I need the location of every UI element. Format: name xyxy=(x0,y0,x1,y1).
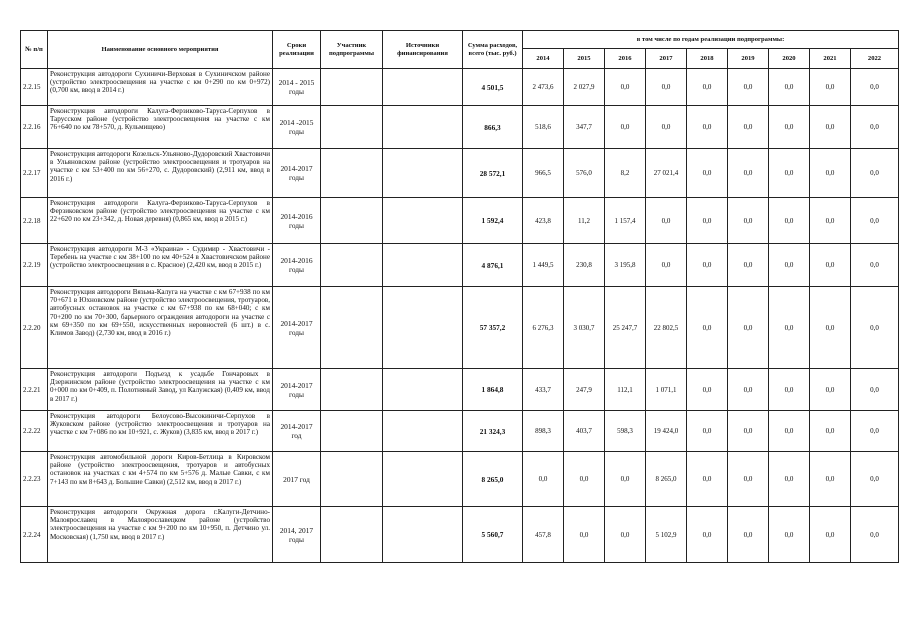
total-amount: 4 501,5 xyxy=(463,69,523,106)
year-amount-2021: 0,0 xyxy=(810,507,851,563)
year-amount-2019: 0,0 xyxy=(728,198,769,244)
year-amount-2021: 0,0 xyxy=(810,69,851,106)
header-year: 2015 xyxy=(564,49,605,69)
implementation-term: 2014-2016 годы xyxy=(273,244,321,287)
year-amount-2017: 27 021,4 xyxy=(646,149,687,198)
year-amount-2015: 247,9 xyxy=(564,369,605,411)
year-amount-2014: 0,0 xyxy=(523,452,564,507)
year-amount-2020: 0,0 xyxy=(769,287,810,369)
year-amount-2018: 0,0 xyxy=(687,198,728,244)
header-year: 2016 xyxy=(605,49,646,69)
funding-source-cell xyxy=(383,369,463,411)
year-amount-2021: 0,0 xyxy=(810,369,851,411)
row-number: 2.2.20 xyxy=(21,287,48,369)
implementation-term: 2017 год xyxy=(273,452,321,507)
year-amount-2017: 0,0 xyxy=(646,106,687,149)
table-row xyxy=(21,244,899,287)
year-amount-2022: 0,0 xyxy=(851,287,899,369)
year-amount-2018: 0,0 xyxy=(687,106,728,149)
table-row xyxy=(21,452,899,507)
table-row xyxy=(21,287,899,369)
participant-cell xyxy=(321,69,383,106)
year-amount-2014: 518,6 xyxy=(523,106,564,149)
year-amount-2017: 0,0 xyxy=(646,198,687,244)
header-row-1 xyxy=(21,31,899,49)
year-amount-2018: 0,0 xyxy=(687,411,728,452)
year-amount-2015: 2 027,9 xyxy=(564,69,605,106)
total-amount: 866,3 xyxy=(463,106,523,149)
implementation-term: 2014, 2017 годы xyxy=(273,507,321,563)
year-amount-2021: 0,0 xyxy=(810,452,851,507)
year-amount-2017: 0,0 xyxy=(646,69,687,106)
total-amount: 1 864,8 xyxy=(463,369,523,411)
row-number: 2.2.18 xyxy=(21,198,48,244)
year-amount-2015: 230,8 xyxy=(564,244,605,287)
header-source: Источники финансирования xyxy=(383,31,463,69)
year-amount-2020: 0,0 xyxy=(769,369,810,411)
table-row xyxy=(21,369,899,411)
header-year: 2021 xyxy=(810,49,851,69)
year-amount-2015: 11,2 xyxy=(564,198,605,244)
year-amount-2019: 0,0 xyxy=(728,452,769,507)
year-amount-2020: 0,0 xyxy=(769,507,810,563)
funding-source-cell xyxy=(383,244,463,287)
year-amount-2015: 0,0 xyxy=(564,507,605,563)
year-amount-2014: 966,5 xyxy=(523,149,564,198)
row-number: 2.2.23 xyxy=(21,452,48,507)
header-year: 2022 xyxy=(851,49,899,69)
year-amount-2016: 0,0 xyxy=(605,452,646,507)
year-amount-2017: 22 802,5 xyxy=(646,287,687,369)
year-amount-2018: 0,0 xyxy=(687,149,728,198)
year-amount-2020: 0,0 xyxy=(769,452,810,507)
year-amount-2021: 0,0 xyxy=(810,149,851,198)
year-amount-2020: 0,0 xyxy=(769,69,810,106)
year-amount-2022: 0,0 xyxy=(851,198,899,244)
participant-cell xyxy=(321,452,383,507)
implementation-term: 2014-2017 год xyxy=(273,411,321,452)
row-number: 2.2.15 xyxy=(21,69,48,106)
year-amount-2014: 898,3 xyxy=(523,411,564,452)
year-amount-2017: 8 265,0 xyxy=(646,452,687,507)
year-amount-2014: 457,8 xyxy=(523,507,564,563)
funding-source-cell xyxy=(383,69,463,106)
year-amount-2020: 0,0 xyxy=(769,149,810,198)
total-amount: 8 265,0 xyxy=(463,452,523,507)
funding-source-cell xyxy=(383,287,463,369)
header-participant: Участник подпрограммы xyxy=(321,31,383,69)
header-years-group: в том числе по годам реализации подпрограммы: xyxy=(523,31,899,49)
year-amount-2016: 0,0 xyxy=(605,69,646,106)
header-year: 2017 xyxy=(646,49,687,69)
measure-name: Реконструкция автодороги М-3 «Украина» - Судимир - Хвастовичи - Теребень на участке с км 38+100 по км 40+524 в Хвастовичском районе (устройство электроосвещения в с. Красное) (2,420 км, ввод в 2015 г.) xyxy=(48,244,273,287)
measure-name: Реконструкция автодороги Окружная дорога г.Калуги-Детчино-Малоярославец в Малоярославецком районе (устройство электроосвещения на участке с км 9+200 по км 10+950, п. Детчино ул. Московская) (1,750 км, ввод в 2017 г.) xyxy=(48,507,273,563)
row-number: 2.2.16 xyxy=(21,106,48,149)
year-amount-2016: 25 247,7 xyxy=(605,287,646,369)
year-amount-2021: 0,0 xyxy=(810,106,851,149)
table-row xyxy=(21,106,899,149)
year-amount-2015: 0,0 xyxy=(564,452,605,507)
table-row xyxy=(21,198,899,244)
participant-cell xyxy=(321,369,383,411)
year-amount-2022: 0,0 xyxy=(851,507,899,563)
year-amount-2022: 0,0 xyxy=(851,452,899,507)
year-amount-2016: 112,1 xyxy=(605,369,646,411)
header-year: 2020 xyxy=(769,49,810,69)
year-amount-2017: 19 424,0 xyxy=(646,411,687,452)
year-amount-2019: 0,0 xyxy=(728,411,769,452)
implementation-term: 2014-2017 годы xyxy=(273,287,321,369)
funding-source-cell xyxy=(383,198,463,244)
year-amount-2015: 347,7 xyxy=(564,106,605,149)
row-number: 2.2.24 xyxy=(21,507,48,563)
year-amount-2018: 0,0 xyxy=(687,452,728,507)
total-amount: 28 572,1 xyxy=(463,149,523,198)
measure-name: Реконструкция автодороги Белоусово-Высокиничи-Серпухов в Жуковском районе (устройство электроосвещения и тротуаров на участке с км 7+086 по км 10+921, с. Жуков) (3,835 км, ввод в 2017 г.) xyxy=(48,411,273,452)
header-year: 2018 xyxy=(687,49,728,69)
year-amount-2021: 0,0 xyxy=(810,198,851,244)
year-amount-2020: 0,0 xyxy=(769,411,810,452)
implementation-term: 2014-2017 годы xyxy=(273,149,321,198)
year-amount-2017: 0,0 xyxy=(646,244,687,287)
row-number: 2.2.17 xyxy=(21,149,48,198)
implementation-term: 2014-2017 годы xyxy=(273,369,321,411)
year-amount-2018: 0,0 xyxy=(687,244,728,287)
year-amount-2017: 1 071,1 xyxy=(646,369,687,411)
measure-name: Реконструкция автодороги Козельск-Ульяново-Дудоровский Хвастовичи в Ульяновском районе (устройство электроосвещения и тротуаров на участке с км 53+400 по км 56+270, с. Дудоровский) (2,911 км, ввод в 2016 г.) xyxy=(48,149,273,198)
implementation-term: 2014-2016 годы xyxy=(273,198,321,244)
row-number: 2.2.21 xyxy=(21,369,48,411)
implementation-term: 2014 - 2015 годы xyxy=(273,69,321,106)
funding-source-cell xyxy=(383,106,463,149)
measure-name: Реконструкция автомобильной дороги Киров-Бетлица в Кировском районе (устройство электроосвещения, тротуаров и автобусных остановок на участках с км 4+574 по км 5+576 д. Малые Савки, с км 7+143 по км 8+643 д. Большие Савки) (2,512 км, ввод в 2017 г.) xyxy=(48,452,273,507)
funding-source-cell xyxy=(383,507,463,563)
row-number: 2.2.19 xyxy=(21,244,48,287)
year-amount-2016: 1 157,4 xyxy=(605,198,646,244)
header-term: Сроки реализации xyxy=(273,31,321,69)
table-row xyxy=(21,69,899,106)
year-amount-2021: 0,0 xyxy=(810,411,851,452)
participant-cell xyxy=(321,244,383,287)
participant-cell xyxy=(321,198,383,244)
year-amount-2018: 0,0 xyxy=(687,287,728,369)
table-row xyxy=(21,507,899,563)
year-amount-2016: 3 195,8 xyxy=(605,244,646,287)
year-amount-2021: 0,0 xyxy=(810,244,851,287)
funding-source-cell xyxy=(383,149,463,198)
year-amount-2018: 0,0 xyxy=(687,369,728,411)
budget-table xyxy=(20,30,899,563)
year-amount-2016: 0,0 xyxy=(605,507,646,563)
year-amount-2019: 0,0 xyxy=(728,106,769,149)
year-amount-2022: 0,0 xyxy=(851,69,899,106)
row-number: 2.2.22 xyxy=(21,411,48,452)
year-amount-2018: 0,0 xyxy=(687,69,728,106)
participant-cell xyxy=(321,507,383,563)
measure-name: Реконструкция автодороги Подъезд к усадьбе Гончаровых в Дзержинском районе (устройство электроосвещения на участке с км 0+000 по км 0+409, п. Полотняный Завод, ул Калужская) (0,409 км, ввод в 2017 г.) xyxy=(48,369,273,411)
year-amount-2019: 0,0 xyxy=(728,149,769,198)
year-amount-2021: 0,0 xyxy=(810,287,851,369)
participant-cell xyxy=(321,106,383,149)
measure-name: Реконструкция автодороги Сухиничи-Верховая в Сухиничском районе (устройство электроосвещения на участке с км 0+290 по км 0+972) (0,700 км, ввод в 2014 г.) xyxy=(48,69,273,106)
year-amount-2014: 6 276,3 xyxy=(523,287,564,369)
year-amount-2015: 576,0 xyxy=(564,149,605,198)
year-amount-2014: 2 473,6 xyxy=(523,69,564,106)
year-amount-2019: 0,0 xyxy=(728,287,769,369)
total-amount: 21 324,3 xyxy=(463,411,523,452)
funding-source-cell xyxy=(383,411,463,452)
year-amount-2020: 0,0 xyxy=(769,198,810,244)
year-amount-2022: 0,0 xyxy=(851,106,899,149)
year-amount-2019: 0,0 xyxy=(728,507,769,563)
funding-source-cell xyxy=(383,452,463,507)
measure-name: Реконструкция автодороги Калуга-Ферзиково-Таруса-Серпухов в Тарусском районе (устройство электроосвещения на участке с км 76+640 по км 78+570, д. Кульмищево) xyxy=(48,106,273,149)
year-amount-2020: 0,0 xyxy=(769,106,810,149)
participant-cell xyxy=(321,287,383,369)
year-amount-2019: 0,0 xyxy=(728,69,769,106)
year-amount-2015: 3 030,7 xyxy=(564,287,605,369)
header-name: Наименование основного мероприятия xyxy=(48,31,273,69)
year-amount-2019: 0,0 xyxy=(728,369,769,411)
year-amount-2019: 0,0 xyxy=(728,244,769,287)
total-amount: 4 876,1 xyxy=(463,244,523,287)
year-amount-2016: 0,0 xyxy=(605,106,646,149)
implementation-term: 2014 -2015 годы xyxy=(273,106,321,149)
total-amount: 1 592,4 xyxy=(463,198,523,244)
year-amount-2016: 8,2 xyxy=(605,149,646,198)
year-amount-2014: 433,7 xyxy=(523,369,564,411)
year-amount-2020: 0,0 xyxy=(769,244,810,287)
header-total: Сумма расходов, всего (тыс. руб.) xyxy=(463,31,523,69)
table-row xyxy=(21,411,899,452)
year-amount-2014: 423,8 xyxy=(523,198,564,244)
table-row xyxy=(21,149,899,198)
header-year: 2014 xyxy=(523,49,564,69)
measure-name: Реконструкция автодороги Калуга-Ферзиково-Таруса-Серпухов в Ферзиковском районе (устройство электроосвещения на участке с км 22+620 по км 23+342, д. Новая деревня) (0,865 км, ввод в 2015 г.) xyxy=(48,198,273,244)
header-year: 2019 xyxy=(728,49,769,69)
table-body xyxy=(21,69,899,563)
total-amount: 57 357,2 xyxy=(463,287,523,369)
year-amount-2022: 0,0 xyxy=(851,244,899,287)
measure-name: Реконструкция автодороги Вязьма-Калуга на участке с км 67+938 по км 70+671 в Юхновском районе (устройство электроосвещения, тротуаров, автобусных остановок на участке с км 67+938 по км 68+040; с км 70+200 по км 70+300, барьерного ограждения автодороги на участке с км 69+350 по км 69+550, искусственных неровностей (6 шт.) в с. Климов Завод) (2,730 км, ввод в 2016 г.) xyxy=(48,287,273,369)
total-amount: 5 560,7 xyxy=(463,507,523,563)
year-amount-2022: 0,0 xyxy=(851,149,899,198)
participant-cell xyxy=(321,411,383,452)
year-amount-2022: 0,0 xyxy=(851,411,899,452)
year-amount-2018: 0,0 xyxy=(687,507,728,563)
year-amount-2022: 0,0 xyxy=(851,369,899,411)
year-amount-2016: 598,3 xyxy=(605,411,646,452)
participant-cell xyxy=(321,149,383,198)
year-amount-2015: 403,7 xyxy=(564,411,605,452)
header-num: № п/п xyxy=(21,31,48,69)
year-amount-2017: 5 102,9 xyxy=(646,507,687,563)
year-amount-2014: 1 449,5 xyxy=(523,244,564,287)
budget-table-sheet xyxy=(20,30,898,563)
